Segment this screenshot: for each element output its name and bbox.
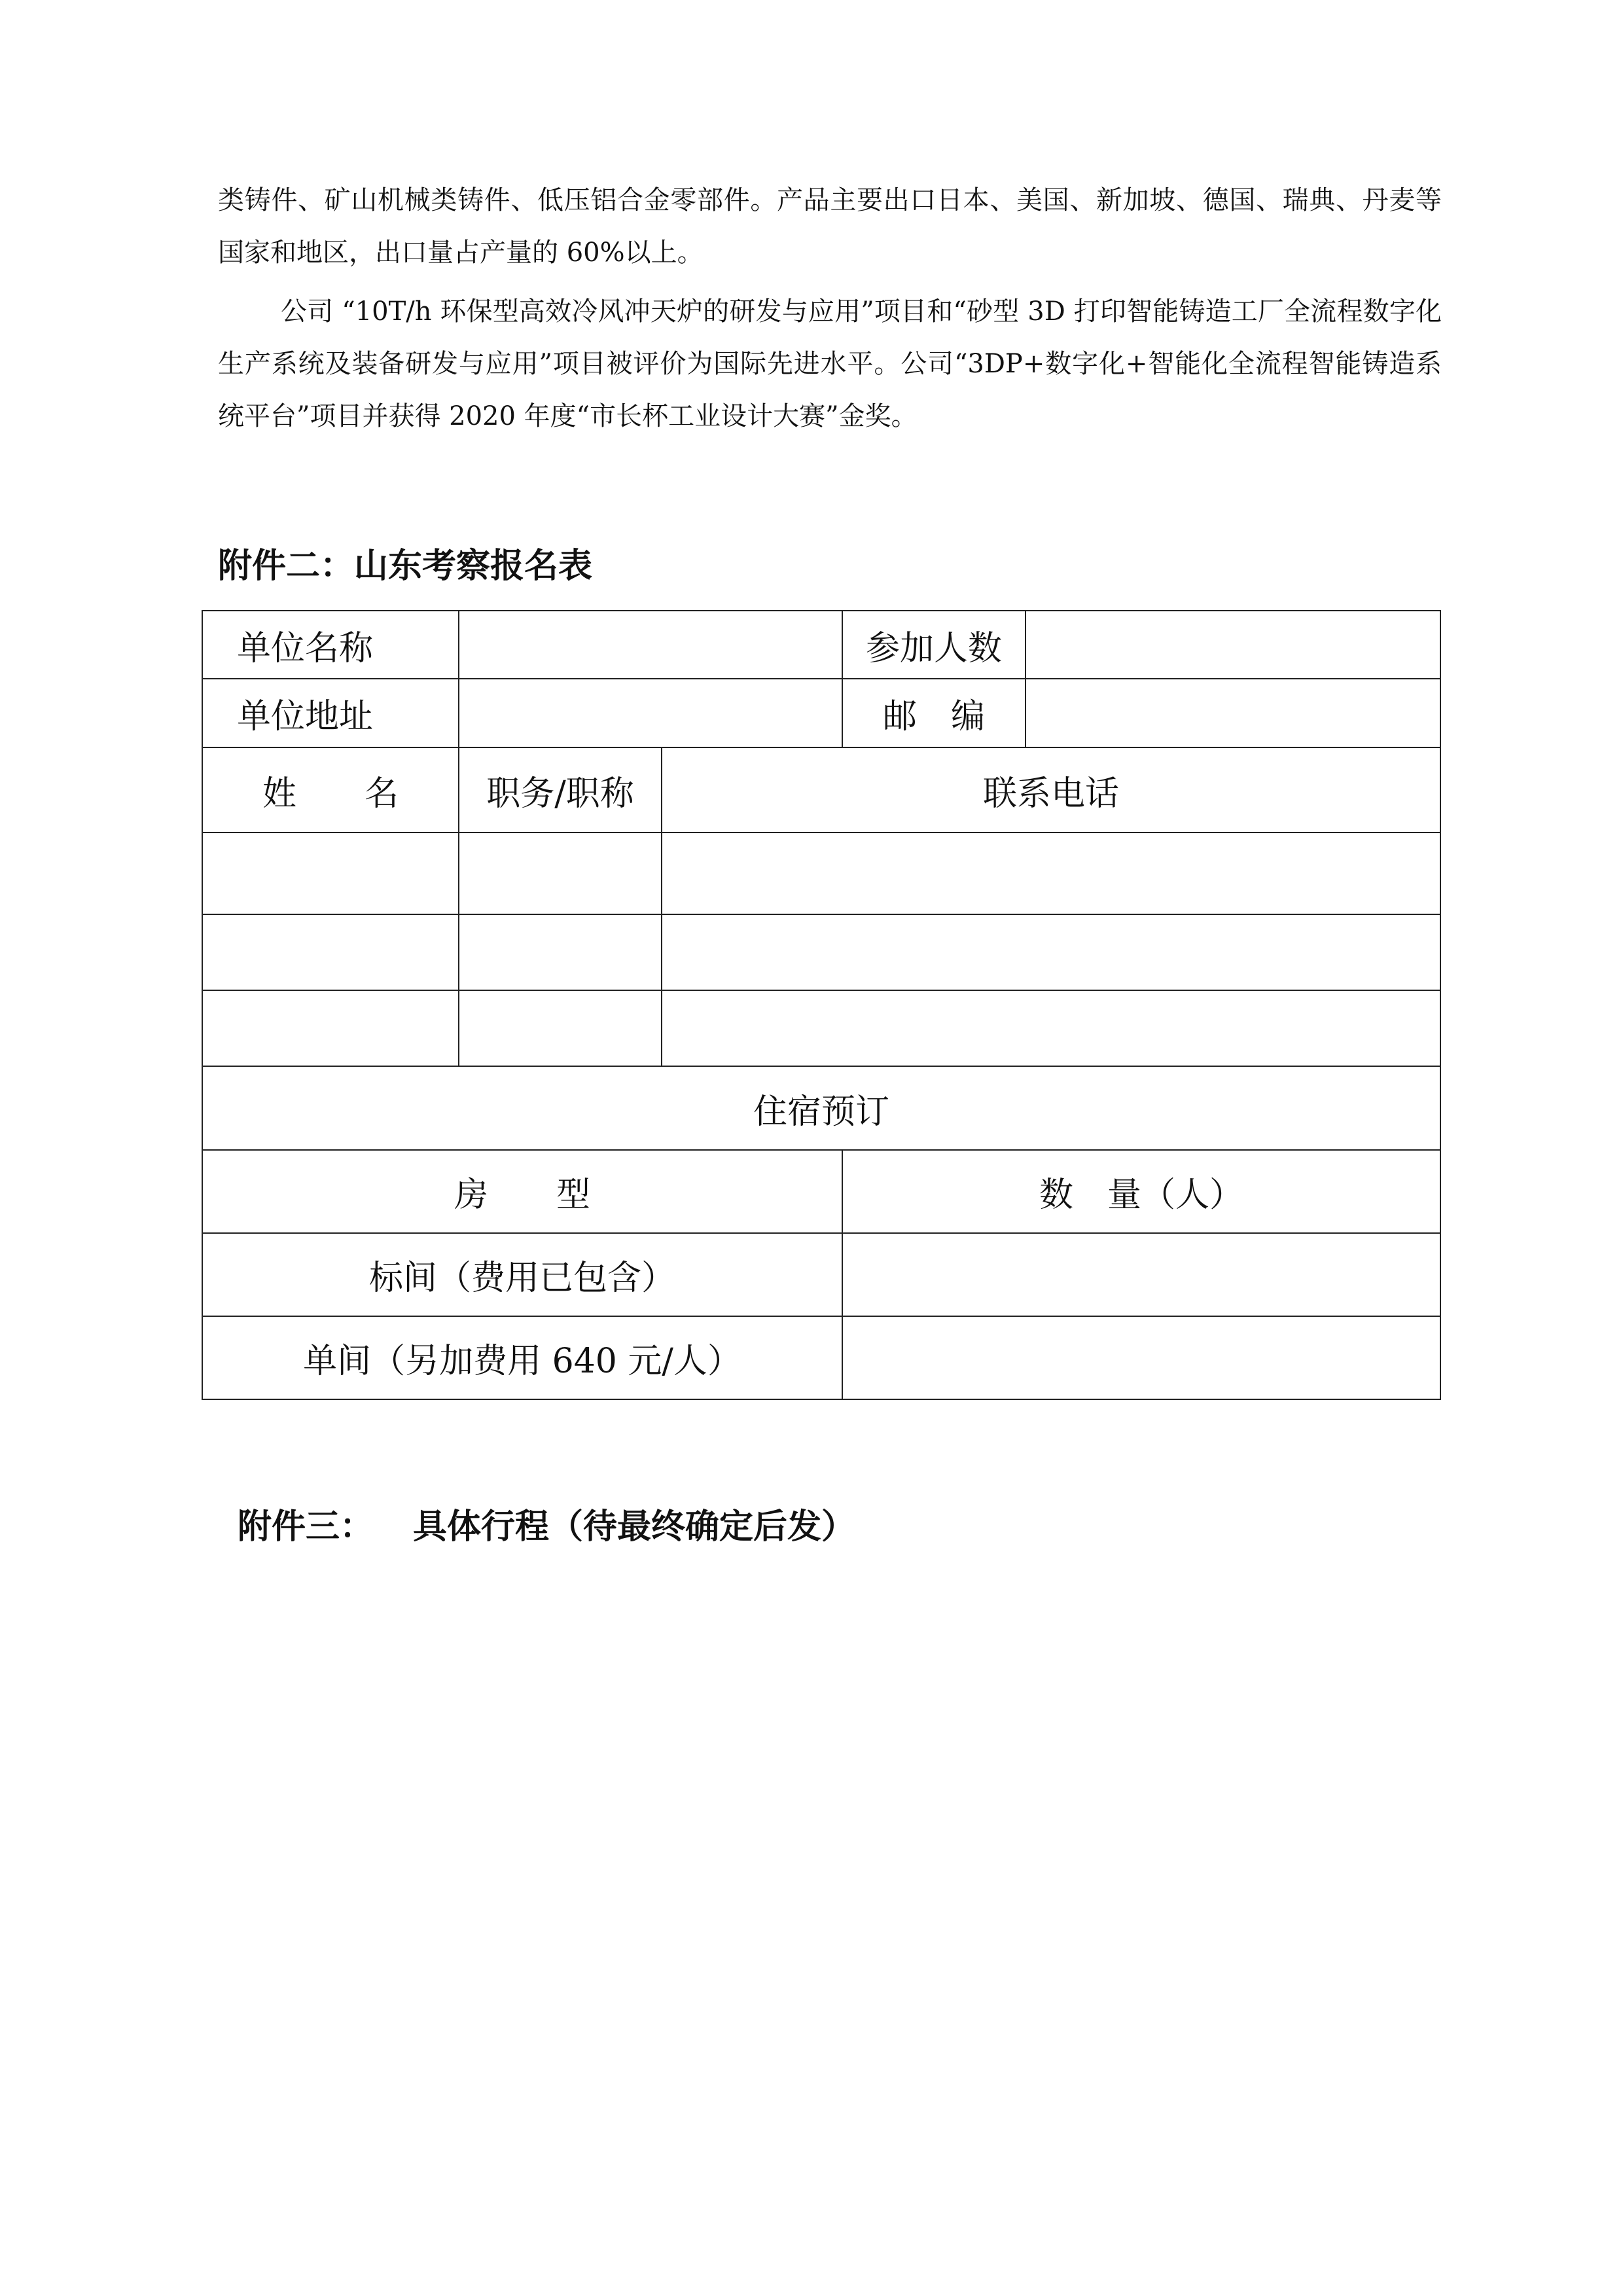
registration-form-table	[202, 610, 1441, 1400]
participant-position-field[interactable]	[459, 990, 662, 1066]
room-row-single	[202, 1316, 1440, 1399]
intro-paragraph-2: 公司 “10T/h 环保型高效冷风冲天炉的研发与应用”项目和“砂型 3D 打印智能铸造工厂全流程数字化生产系统及装备研发与应用”项目被评价为国际先进水平。公司“3DP+数字化+智能化全流程智能铸造系统平台”项目并获得 2020 年度“市长杯工业设计大赛”金奖。	[218, 296, 1442, 431]
attendees-label: 参加人数	[842, 611, 1026, 679]
participant-name-field[interactable]	[202, 990, 459, 1066]
attachment-two-title: 附件二：山东考察报名表	[218, 547, 593, 586]
participant-phone-field[interactable]	[662, 833, 1440, 914]
participant-name-field[interactable]	[202, 914, 459, 990]
participant-row	[202, 914, 1440, 990]
participant-position-field[interactable]	[459, 914, 662, 990]
phone-header: 联系电话	[662, 747, 1440, 833]
name-header: 姓 名	[202, 747, 459, 833]
room-quantity-field[interactable]	[842, 1233, 1440, 1316]
participant-header-row	[202, 747, 1440, 833]
participant-name-field[interactable]	[202, 833, 459, 914]
attachment-three-title: 具体行程（待最终确定后发）	[413, 1507, 856, 1547]
attendees-field[interactable]	[1026, 611, 1440, 679]
room-quantity-field[interactable]	[842, 1316, 1440, 1399]
participant-row	[202, 833, 1440, 914]
room-header-row	[202, 1150, 1440, 1233]
participant-row	[202, 990, 1440, 1066]
room-type-header: 房 型	[202, 1150, 842, 1233]
participant-phone-field[interactable]	[662, 990, 1440, 1066]
attachment-three-label: 附件三：	[238, 1507, 374, 1547]
intro-paragraph-1: 类铸件、矿山机械类铸件、低压铝合金零部件。产品主要出口日本、美国、新加坡、德国、瑞典、丹麦等国家和地区，出口量占产量的 60%以上。	[218, 185, 1442, 268]
participant-position-field[interactable]	[459, 833, 662, 914]
unit-name-row	[202, 611, 1440, 679]
unit-address-label: 单位地址	[202, 679, 459, 747]
position-header: 职务/职称	[459, 747, 662, 833]
participant-phone-field[interactable]	[662, 914, 1440, 990]
room-type-standard: 标间（费用已包含）	[202, 1233, 842, 1316]
postcode-label: 邮 编	[842, 679, 1026, 747]
accommodation-title-row	[202, 1066, 1440, 1150]
quantity-header: 数 量（人）	[842, 1150, 1440, 1233]
unit-address-field[interactable]	[459, 679, 842, 747]
unit-address-row	[202, 679, 1440, 747]
attachment-three-heading	[238, 1504, 855, 1550]
unit-name-label: 单位名称	[202, 611, 459, 679]
accommodation-title: 住宿预订	[202, 1066, 1440, 1150]
room-row-standard	[202, 1233, 1440, 1316]
postcode-field[interactable]	[1026, 679, 1440, 747]
unit-name-field[interactable]	[459, 611, 842, 679]
room-type-single: 单间（另加费用 640 元/人）	[202, 1316, 842, 1399]
